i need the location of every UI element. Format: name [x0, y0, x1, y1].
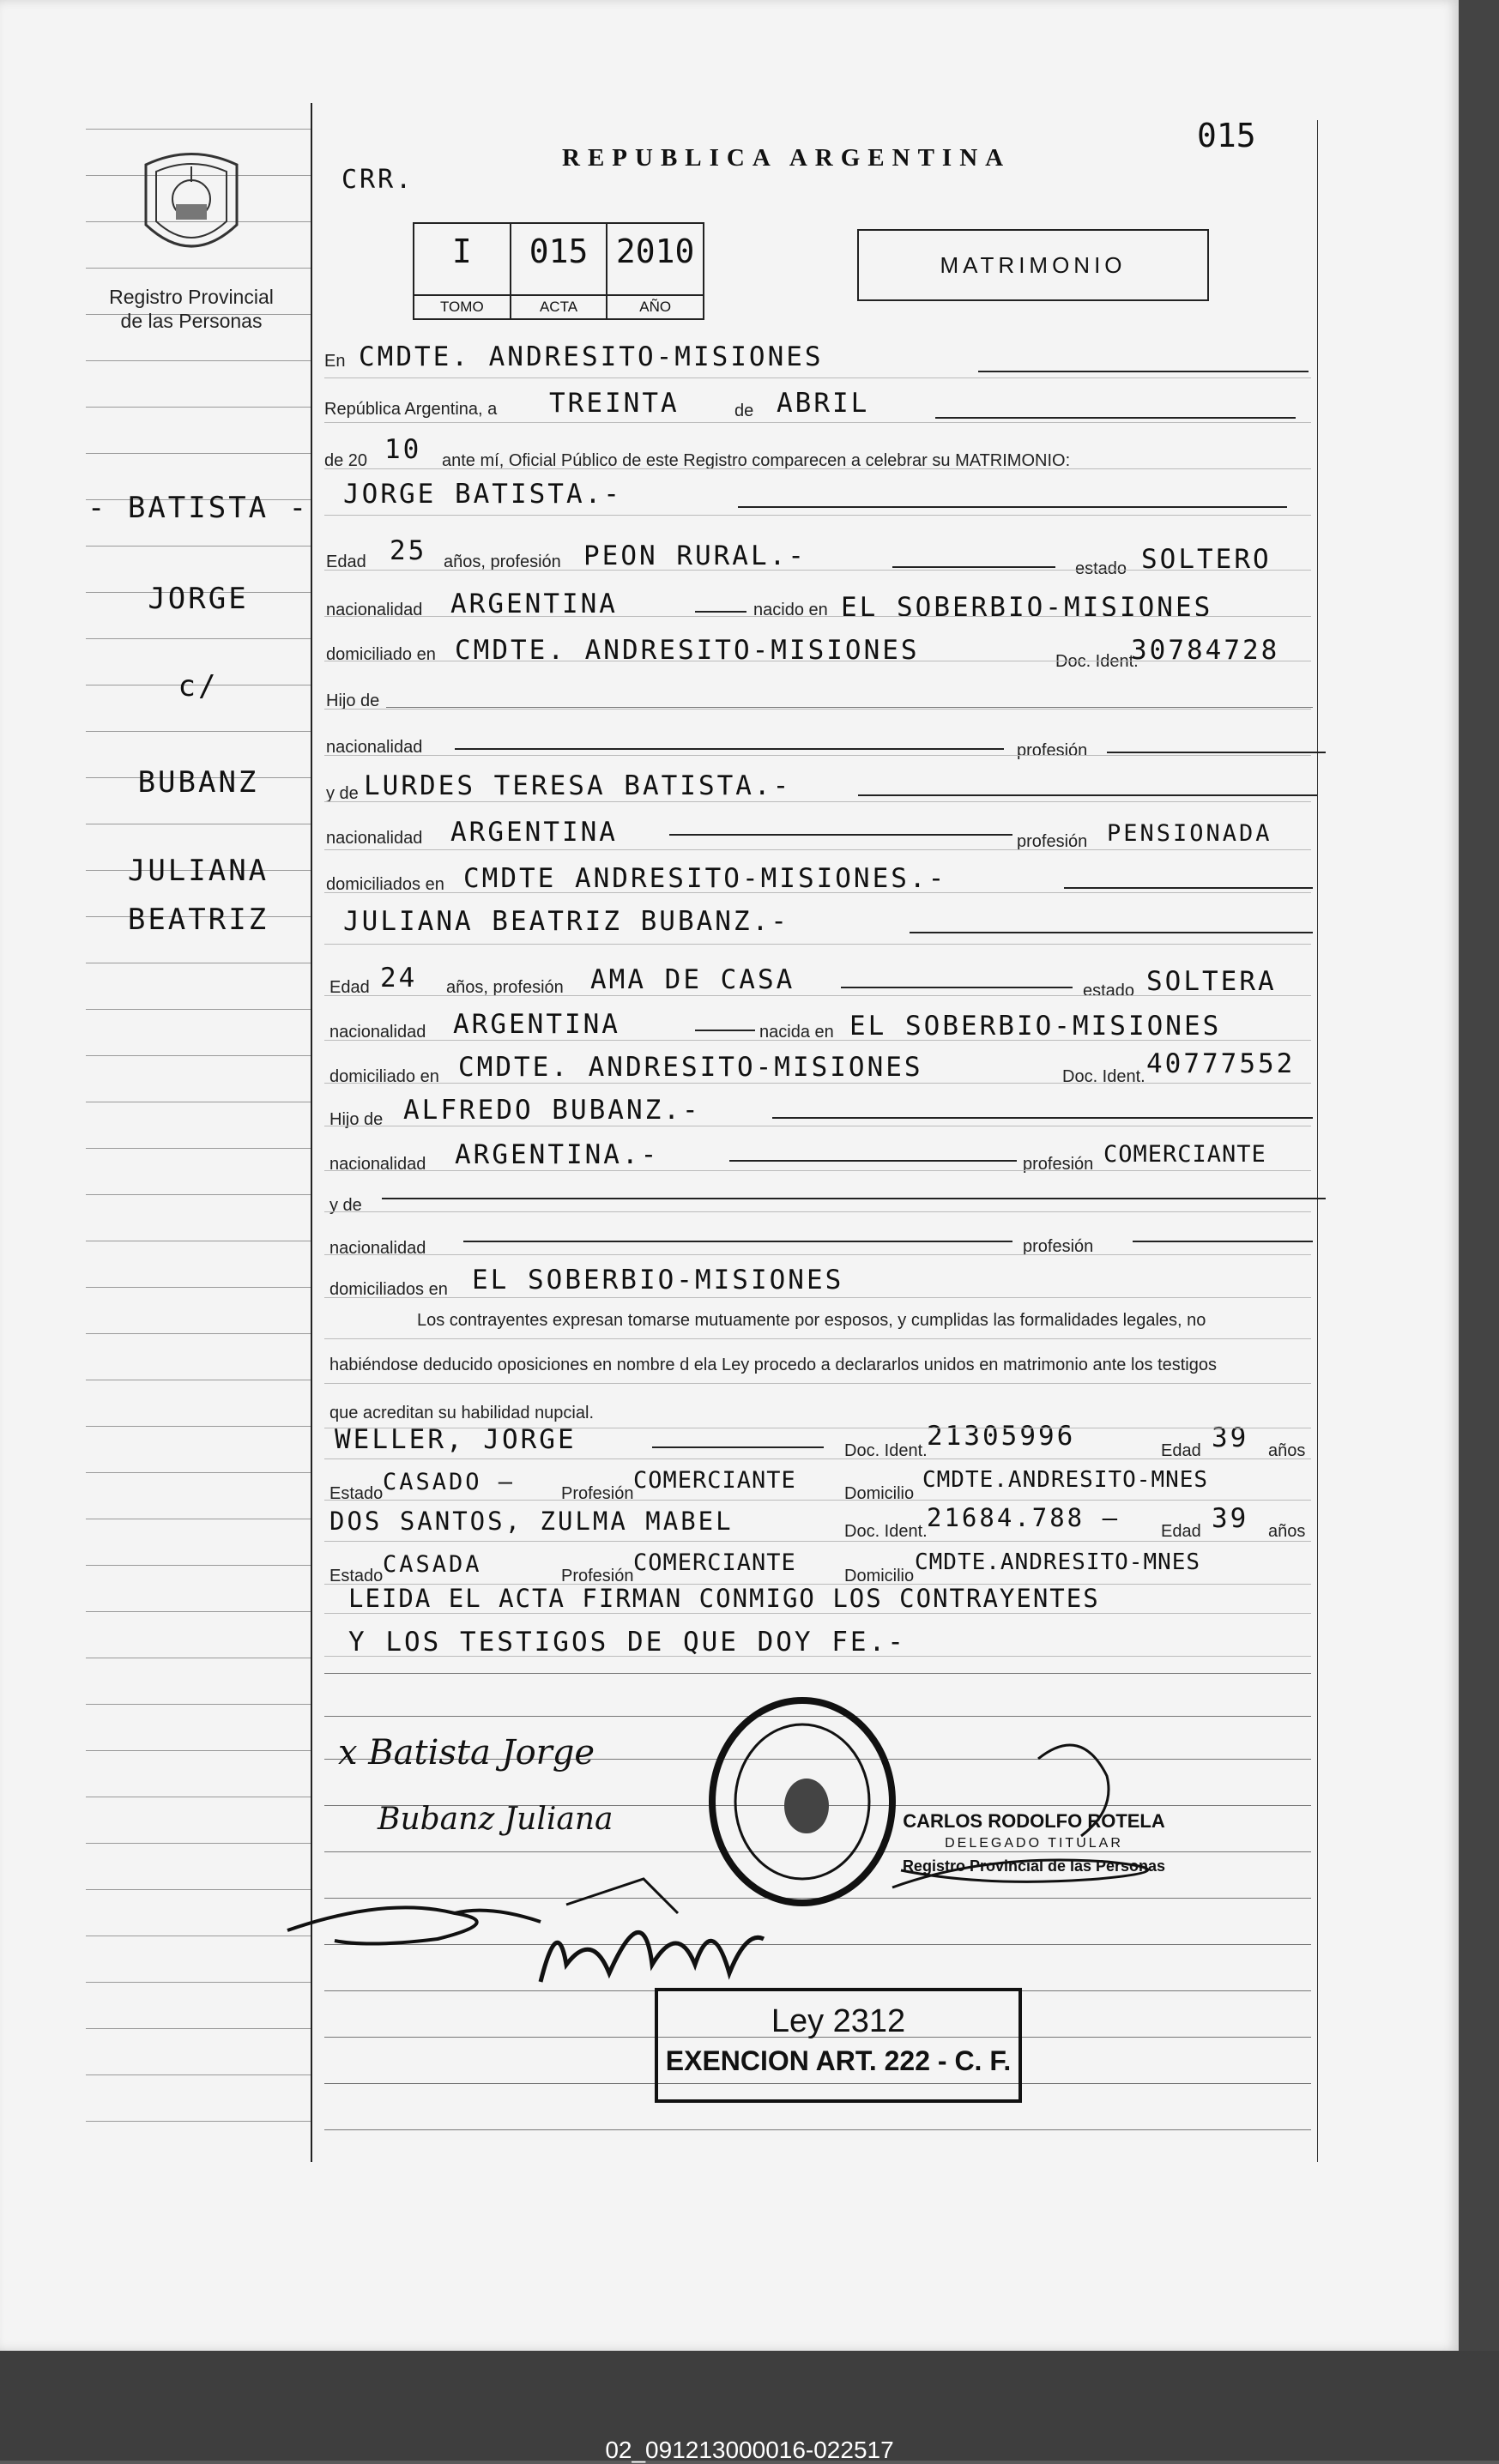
- form-rule: [324, 1040, 1311, 1041]
- form-rule: [324, 2129, 1311, 2130]
- margin-rule: [86, 453, 311, 454]
- margin-rule: [86, 2074, 311, 2075]
- witness2-estado-label: Estado: [329, 1567, 384, 1585]
- republica-label: República Argentina, a: [324, 400, 498, 419]
- en-label: En: [324, 352, 346, 371]
- bride-father-nat-label: nacionalidad: [329, 1155, 426, 1174]
- margin-rule: [86, 1889, 311, 1890]
- fill-dash: [382, 1198, 1326, 1199]
- form-rule: [324, 570, 1311, 571]
- form-rule: [324, 1458, 1311, 1459]
- tomo-label: TOMO: [414, 294, 510, 318]
- bride-father-prof-label: profesión: [1023, 1155, 1094, 1174]
- form-rule: [324, 944, 1311, 945]
- official-stamp: [892, 1810, 1176, 1877]
- groom-mother-prof-label: profesión: [1017, 832, 1088, 851]
- witness1-doc: 21305996: [927, 1421, 1076, 1452]
- form-rule: [324, 515, 1311, 516]
- margin-rule: [86, 1009, 311, 1010]
- fill-dash: [1064, 887, 1313, 889]
- bride-edad-label: Edad: [329, 978, 370, 997]
- form-rule: [324, 801, 1311, 802]
- groom-mother: LURDES TERESA BATISTA.-: [364, 770, 792, 801]
- form-rule: [324, 1211, 1311, 1212]
- groom-domicile: CMDTE. ANDRESITO-MISIONES: [455, 635, 920, 666]
- bride-age: 24: [380, 963, 418, 993]
- bride-mother-nat-label: nacionalidad: [329, 1239, 426, 1258]
- margin-rule: [86, 129, 311, 130]
- bride-domicile: CMDTE. ANDRESITO-MISIONES: [458, 1052, 923, 1083]
- bride-birthplace: EL SOBERBIO-MISIONES: [849, 1011, 1222, 1042]
- form-rule: [324, 1297, 1311, 1298]
- bride-name: JULIANA BEATRIZ BUBANZ.-: [343, 906, 789, 937]
- margin-rule: [86, 1194, 311, 1195]
- bride-hijo-label: Hijo de: [329, 1110, 384, 1129]
- witness1-anos-label: años: [1268, 1441, 1306, 1460]
- bride-profession: AMA DE CASA: [590, 964, 795, 995]
- bride-father-nationality: ARGENTINA.-: [455, 1139, 660, 1170]
- form-rule: [324, 1170, 1311, 1171]
- form-rule: [324, 1254, 1311, 1255]
- margin-rule: [86, 638, 311, 639]
- form-rule: [324, 755, 1311, 756]
- bride-father-profession: COMERCIANTE: [1103, 1141, 1266, 1168]
- groom-age: 25: [390, 535, 427, 566]
- blank-line: [386, 707, 1313, 708]
- book-spine: [1459, 0, 1499, 2461]
- margin-bride-surname: BUBANZ: [137, 765, 259, 800]
- exencion-text: EXENCION ART. 222 - C. F.: [665, 2045, 1012, 2076]
- bride-dom-label: domiciliado en: [329, 1067, 439, 1086]
- margin-rule: [86, 1704, 311, 1705]
- ano-cell: [607, 224, 703, 318]
- fill-dash: [841, 987, 1073, 988]
- groom-dom-label: domiciliado en: [326, 645, 436, 664]
- margin-rule: [86, 546, 311, 547]
- fill-dash: [935, 417, 1296, 419]
- ley-stamp: [655, 1988, 1022, 2103]
- witness1-prof-label: Profesión: [561, 1484, 634, 1503]
- acta-value: 015: [529, 233, 589, 270]
- closing-line-1: LEIDA EL ACTA FIRMAN CONMIGO LOS CONTRAYENTES: [348, 1584, 1100, 1613]
- official-seal-icon: [704, 1694, 901, 1909]
- margin-rule: [86, 1426, 311, 1427]
- fill-dash: [738, 506, 1287, 508]
- bride-parents-domicile: EL SOBERBIO-MISIONES: [472, 1265, 844, 1295]
- margin-rule: [86, 1611, 311, 1612]
- witness2-dom-label: Domicilio: [844, 1567, 915, 1585]
- folio-number: 015: [1197, 117, 1256, 154]
- fill-dash: [669, 834, 1012, 836]
- intro-text: ante mí, Oficial Público de este Registro comparecen a celebrar su MATRIMONIO:: [442, 451, 1071, 470]
- de-label: de: [734, 402, 754, 420]
- year-suffix-value: 10: [384, 434, 422, 465]
- groom-parents-domicile: CMDTE ANDRESITO-MISIONES.-: [463, 863, 947, 894]
- form-rule: [324, 995, 1311, 996]
- groom-estado: SOLTERO: [1141, 544, 1272, 575]
- acta-label: ACTA: [511, 294, 607, 318]
- registry-name: Registro Provincial de las Personas: [109, 286, 274, 332]
- margin-rule: [86, 1148, 311, 1149]
- margin-rule: [86, 1333, 311, 1334]
- groom-profession: PEON RURAL.-: [583, 541, 807, 571]
- form-rule: [324, 1383, 1311, 1384]
- form-rule: [324, 709, 1311, 710]
- margin-rule: [86, 1055, 311, 1056]
- file-id: 02_091213000016-022517: [605, 2437, 894, 2463]
- fill-dash: [1107, 752, 1326, 753]
- declaration-line-2: habiéndose deducido oposiciones en nombre d ela Ley procedo a declararlos unidos en matrimonio ante los testigos: [329, 1356, 1217, 1374]
- tomo-value: I: [451, 233, 472, 270]
- month-value: ABRIL: [777, 388, 870, 419]
- margin-surname: - BATISTA -: [87, 491, 310, 525]
- groom-nacido-label: nacido en: [753, 601, 828, 619]
- groom-mother-nat-label: nacionalidad: [326, 829, 423, 848]
- witness2-profession: COMERCIANTE: [633, 1549, 796, 1576]
- fill-dash: [455, 748, 1004, 750]
- form-rule: [324, 377, 1311, 378]
- witness2-prof-label: Profesión: [561, 1567, 634, 1585]
- groom-doc-label: Doc. Ident.: [1055, 652, 1139, 671]
- reference-table: [413, 222, 704, 320]
- ano-value: 2010: [615, 233, 695, 270]
- groom-signature: x Batista Jorge: [338, 1733, 595, 1773]
- witness2-estado: CASADA: [383, 1551, 482, 1578]
- year-prefix-label: de 20: [324, 451, 368, 470]
- declaration-line-3: que acreditan su habilidad nupcial.: [329, 1404, 594, 1422]
- margin-rule: [86, 1287, 311, 1288]
- fill-dash: [910, 932, 1313, 933]
- form-rule: [324, 1500, 1311, 1501]
- form-rule: [324, 892, 1311, 893]
- witness1-estado-label: Estado: [329, 1484, 384, 1503]
- groom-mother-nationality: ARGENTINA: [450, 817, 618, 848]
- bride-parents-dom-label: domiciliados en: [329, 1280, 448, 1299]
- margin-rule: [86, 360, 311, 361]
- margin-rule: [86, 1982, 311, 1983]
- day-value: TREINTA: [549, 388, 680, 419]
- margin-divider: [311, 103, 312, 2162]
- groom-parents-dom-label: domiciliados en: [326, 875, 444, 894]
- fill-dash: [695, 611, 746, 613]
- form-rule: [324, 616, 1311, 617]
- margin-rule: [86, 2121, 311, 2122]
- crr-annotation: CRR.: [342, 165, 414, 195]
- witness1-domicile: CMDTE.ANDRESITO-MNES: [922, 1467, 1209, 1493]
- form-rule: [324, 422, 1311, 423]
- groom-estado-label: estado: [1075, 559, 1127, 578]
- margin-bride-middle: BEATRIZ: [127, 903, 269, 937]
- margin-bride-name: JULIANA: [127, 854, 269, 888]
- form-rule: [324, 1613, 1311, 1614]
- groom-nac-label: nacionalidad: [326, 601, 423, 619]
- bride-doc-label: Doc. Ident.: [1062, 1067, 1145, 1086]
- witness2-doc: 21684.788 —: [927, 1503, 1121, 1532]
- groom-name: JORGE BATISTA.-: [343, 479, 622, 510]
- witness1-age: 39: [1212, 1422, 1249, 1453]
- provincial-seal-icon: [137, 148, 245, 264]
- margin-rule: [86, 1750, 311, 1751]
- fill-dash: [695, 1030, 755, 1031]
- form-rule: [324, 849, 1311, 850]
- witness2-doc-label: Doc. Ident.: [844, 1522, 928, 1541]
- margin-rule: [86, 268, 311, 269]
- margin-rule: [86, 1843, 311, 1844]
- fill-dash: [463, 1241, 1012, 1242]
- margin-connector: c/: [178, 669, 219, 704]
- margin-rule: [86, 2028, 311, 2029]
- fill-dash: [772, 1117, 1313, 1119]
- ano-label: AÑO: [607, 294, 703, 318]
- bride-estado-label: estado: [1083, 981, 1135, 1000]
- bride-doc: 40777552: [1146, 1048, 1296, 1079]
- witness2-anos-label: años: [1268, 1522, 1306, 1541]
- bride-yde-label: y de: [329, 1196, 362, 1215]
- form-rule: [324, 1541, 1311, 1542]
- groom-profesion-label: años, profesión: [444, 553, 561, 571]
- witness1-profession: COMERCIANTE: [633, 1467, 796, 1494]
- margin-rule: [86, 407, 311, 408]
- bride-mother-prof-label: profesión: [1023, 1237, 1094, 1256]
- form-rule: [324, 1673, 1311, 1674]
- closing-line-2: Y LOS TESTIGOS DE QUE DOY FE.-: [348, 1627, 906, 1658]
- margin-rule: [86, 731, 311, 732]
- fill-dash: [892, 566, 1055, 568]
- groom-yde-label: y de: [326, 784, 359, 803]
- groom-birthplace: EL SOBERBIO-MISIONES: [841, 592, 1213, 623]
- country-heading: REPUBLICA ARGENTINA: [562, 144, 1012, 172]
- tomo-cell: [414, 224, 511, 318]
- groom-father-prof-label: profesión: [1017, 741, 1088, 760]
- fill-dash: [978, 371, 1309, 372]
- witness2-domicile: CMDTE.ANDRESITO-MNES: [915, 1549, 1201, 1575]
- witness2-name: DOS SANTOS, ZULMA MABEL: [329, 1507, 734, 1536]
- bride-profesion-label: años, profesión: [446, 978, 564, 997]
- form-rule: [324, 468, 1311, 469]
- form-rule: [324, 1083, 1311, 1084]
- fill-dash: [652, 1446, 824, 1448]
- groom-mother-profession: PENSIONADA: [1107, 820, 1272, 847]
- act-type-box: MATRIMONIO: [857, 229, 1209, 301]
- bride-signature: Bubanz Juliana: [378, 1802, 614, 1837]
- bride-nacida-label: nacida en: [759, 1023, 834, 1042]
- bride-nac-label: nacionalidad: [329, 1023, 426, 1042]
- official-title: DELEGADO TITULAR: [945, 1836, 1123, 1851]
- form-rule: [324, 1338, 1311, 1339]
- right-border: [1317, 120, 1318, 2162]
- acta-cell: [511, 224, 608, 318]
- margin-rule: [86, 1565, 311, 1566]
- margin-groom-name: JORGE: [148, 582, 249, 616]
- witness1-doc-label: Doc. Ident.: [844, 1441, 928, 1460]
- witness1-edad-label: Edad: [1161, 1441, 1201, 1460]
- bride-estado: SOLTERA: [1146, 966, 1277, 997]
- fill-dash: [1133, 1241, 1313, 1242]
- place-value: CMDTE. ANDRESITO-MISIONES: [359, 341, 824, 372]
- groom-hijo-label: Hijo de: [326, 691, 380, 710]
- form-rule: [324, 1656, 1311, 1657]
- bride-nationality: ARGENTINA: [453, 1009, 620, 1040]
- witness2-edad-label: Edad: [1161, 1522, 1201, 1541]
- witness1-dom-label: Domicilio: [844, 1484, 915, 1503]
- groom-nationality: ARGENTINA: [450, 589, 618, 619]
- form-rule: [324, 1584, 1311, 1585]
- witness1-estado: CASADO —: [383, 1469, 516, 1495]
- ley-text: Ley 2312: [771, 2003, 906, 2039]
- fill-dash: [858, 794, 1317, 796]
- witness1-name: WELLER, JORGE: [335, 1424, 577, 1455]
- fill-dash: [729, 1160, 1017, 1162]
- groom-doc: 30784728: [1131, 635, 1280, 666]
- official-name: CARLOS RODOLFO ROTELA: [903, 1810, 1165, 1832]
- witness2-age: 39: [1212, 1503, 1249, 1534]
- official-office: Registro Provincial de las Personas: [902, 1857, 1166, 1875]
- declaration-line-1: Los contrayentes expresan tomarse mutuamente por esposos, y cumplidas las formalidades legales, no: [417, 1311, 1206, 1330]
- groom-father-nat-label: nacionalidad: [326, 738, 423, 757]
- groom-edad-label: Edad: [326, 553, 366, 571]
- margin-rule: [86, 1472, 311, 1473]
- bride-father: ALFREDO BUBANZ.-: [403, 1095, 701, 1126]
- margin-column: [86, 129, 311, 2162]
